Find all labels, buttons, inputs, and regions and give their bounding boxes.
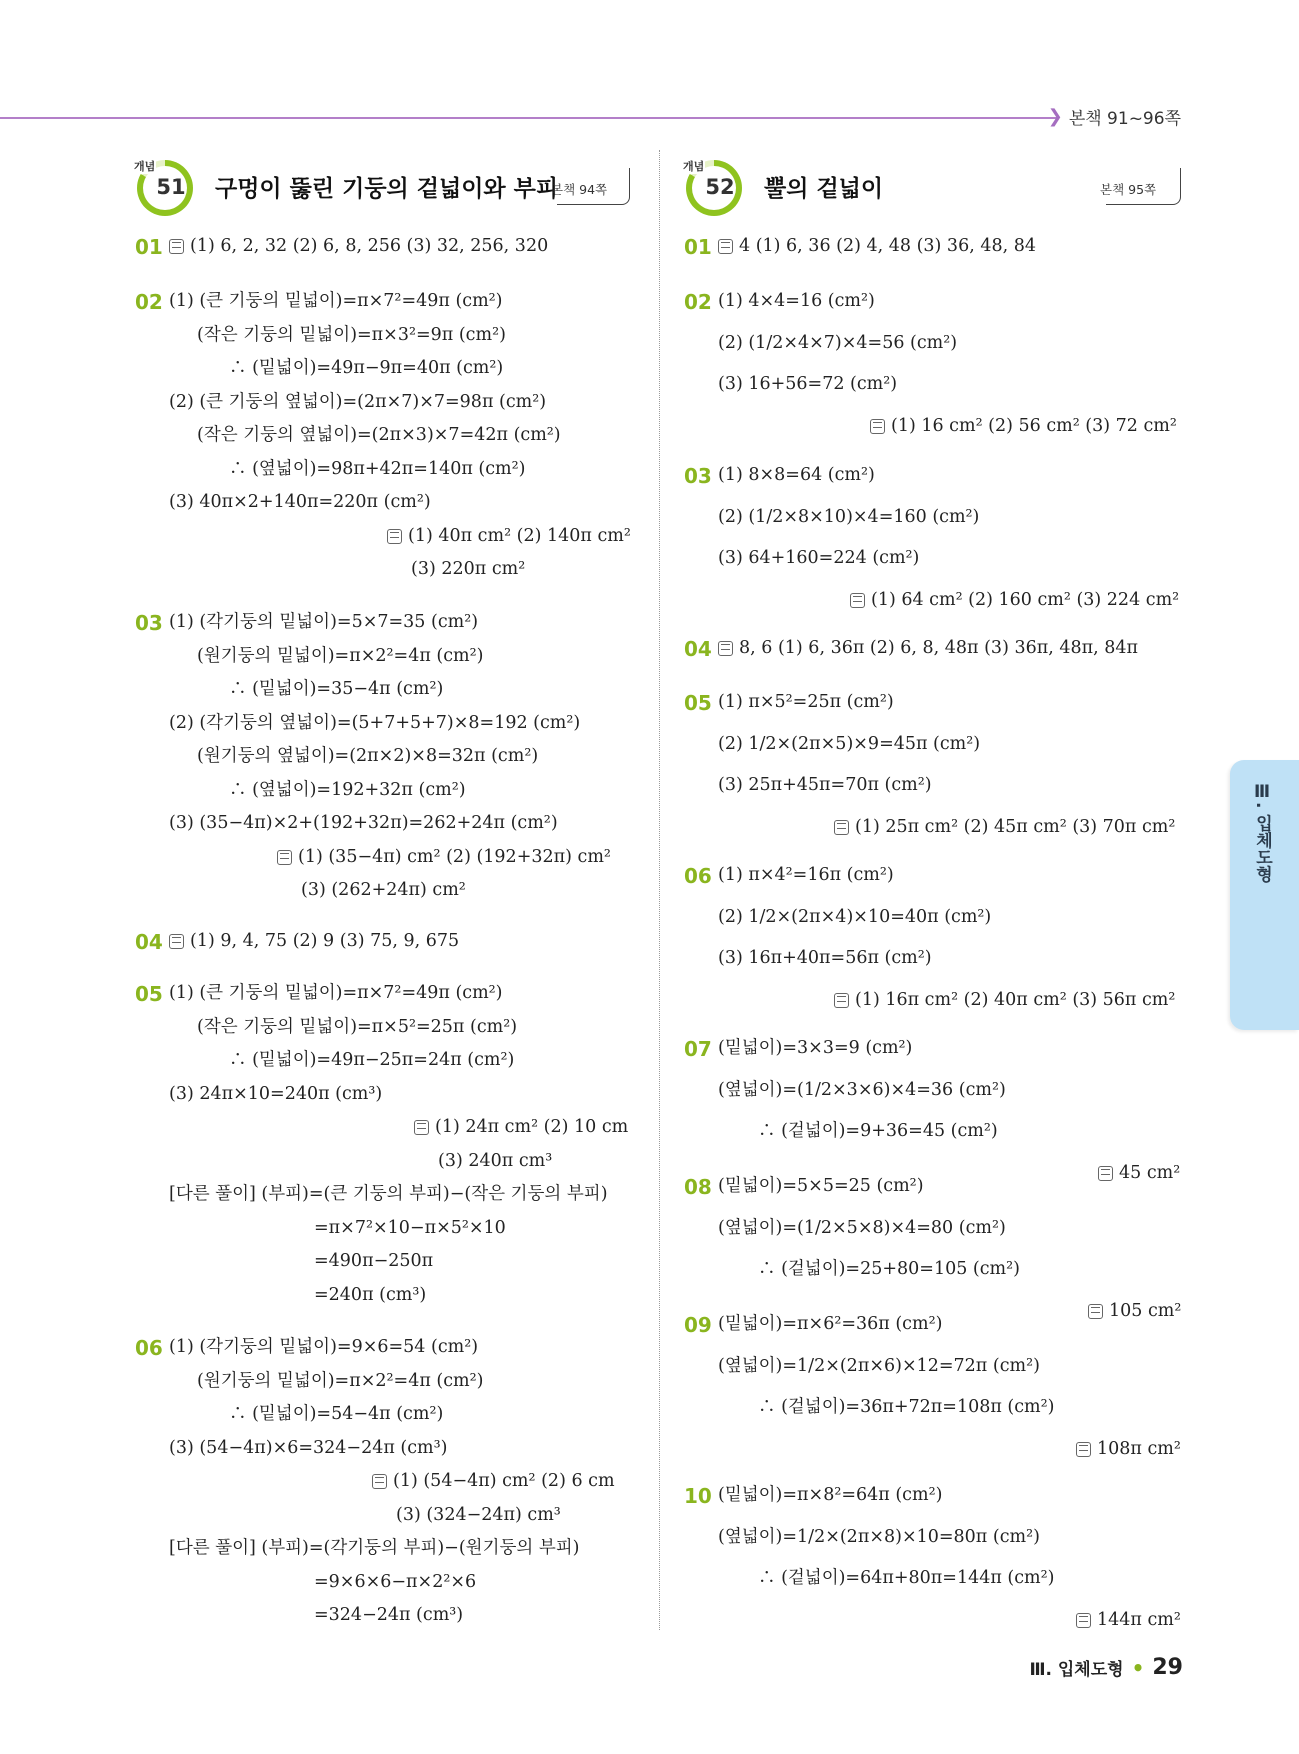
line-text: (3) 220π cm²	[411, 559, 526, 579]
solution-line	[314, 1253, 433, 1271]
line-text: (2) 1/2×(2π×4)×10=40π (cm²)	[718, 906, 992, 927]
answer-line	[718, 640, 1138, 658]
page-reference-text: 본책 91~96쪽	[1068, 109, 1181, 129]
answer-mark-icon	[372, 1474, 387, 1489]
solution-line	[758, 1399, 1055, 1417]
answer-mark-icon	[387, 529, 402, 544]
answer-mark-icon	[169, 239, 184, 254]
solution-line	[169, 293, 503, 311]
problem-number: 04	[135, 930, 163, 954]
solution-line	[758, 1570, 1055, 1588]
badge-kicker: 개념	[134, 160, 156, 173]
line-text: (3) 16+56=72 (cm²)	[718, 374, 898, 394]
solution-line	[301, 882, 466, 900]
line-text: (옆넓이)=1/2×(2π×8)×10=80π (cm²)	[718, 1526, 1040, 1547]
solution-line	[169, 494, 431, 512]
line-text: (1) (큰 기둥의 밑넓이)=π×7²=49π (cm²)	[169, 291, 503, 311]
line-text: (원기둥의 밑넓이)=π×2²=4π (cm²)	[197, 645, 484, 666]
solution-line	[229, 1052, 514, 1070]
answer-line	[850, 589, 1180, 610]
footer-section: Ⅲ. 입체도형	[1029, 1660, 1124, 1680]
line-text: (3) (262+24π) cm²	[301, 880, 466, 900]
answer-line	[870, 415, 1177, 436]
line-text: 144π cm²	[1097, 1609, 1181, 1630]
line-text: 45 cm²	[1119, 1162, 1181, 1183]
line-text: ∴ (겉넓이)=64π+80π=144π (cm²)	[758, 1568, 1055, 1588]
line-text: (원기둥의 밑넓이)=π×2²=4π (cm²)	[197, 1370, 484, 1391]
solution-line	[718, 906, 992, 927]
line-text: (3) 25π+45π=70π (cm²)	[718, 775, 932, 795]
solution-line	[718, 777, 932, 795]
line-text: ∴ (밑넓이)=54−4π (cm²)	[229, 1404, 444, 1424]
problem-number: 06	[684, 864, 712, 888]
line-text: (작은 기둥의 옆넓이)=(2π×3)×7=42π (cm²)	[197, 425, 561, 445]
line-text: (1) π×5²=25π (cm²)	[718, 692, 894, 712]
problem-number: 07	[684, 1037, 712, 1061]
line-text: (옆넓이)=(1/2×5×8)×4=80 (cm²)	[718, 1217, 1006, 1238]
problem-number: 10	[684, 1484, 712, 1508]
footer-dot: •	[1131, 1655, 1145, 1680]
answer-line	[834, 989, 1176, 1010]
solution-line	[758, 1261, 1020, 1279]
solution-line	[314, 1571, 477, 1592]
solution-line	[169, 815, 558, 833]
line-text: [다른 풀이] (부피)=(큰 기둥의 부피)−(작은 기둥의 부피)	[169, 1184, 608, 1204]
solution-line	[718, 332, 958, 353]
line-text: =π×7²×10−π×5²×10	[314, 1217, 506, 1238]
solution-line	[718, 550, 919, 568]
badge-number: 52	[705, 175, 735, 199]
solution-line	[229, 360, 503, 378]
line-text: 8, 6 (1) 6, 36π (2) 6, 8, 48π (3) 36π, 48π, 84π	[739, 638, 1139, 658]
line-text: (1) (35−4π) cm² (2) (192+32π) cm²	[298, 846, 611, 867]
answer-mark-icon	[1076, 1442, 1091, 1457]
answer-line	[1076, 1609, 1181, 1630]
line-text: [다른 풀이] (부피)=(각기둥의 부피)−(원기둥의 부피)	[169, 1538, 580, 1558]
solution-line	[229, 779, 466, 800]
line-text: =240π (cm³)	[314, 1284, 427, 1305]
line-text: (밑넓이)=5×5=25 (cm²)	[718, 1176, 924, 1196]
line-text: ∴ (겉넓이)=36π+72π=108π (cm²)	[758, 1397, 1055, 1417]
problem-number: 02	[135, 290, 163, 314]
solution-line	[718, 1355, 1040, 1376]
solution-line	[169, 1186, 608, 1204]
solution-line	[718, 1487, 942, 1505]
solution-line	[718, 867, 894, 885]
solution-line	[169, 1437, 448, 1458]
arrow-icon: ❯	[1047, 106, 1063, 127]
solution-line	[197, 645, 484, 666]
line-text: (1) 16 cm² (2) 56 cm² (3) 72 cm²	[891, 415, 1177, 436]
answer-line	[414, 1119, 628, 1137]
answer-line	[1098, 1162, 1181, 1183]
answer-mark-icon	[718, 641, 733, 656]
solution-line	[438, 1150, 553, 1171]
solution-line	[169, 985, 503, 1003]
problem-number: 02	[684, 290, 712, 314]
answer-line	[387, 525, 631, 546]
answer-mark-icon	[850, 593, 865, 608]
badge-number: 51	[156, 175, 186, 199]
line-text: ∴ (밑넓이)=49π−9π=40π (cm²)	[229, 358, 504, 378]
answer-mark-icon	[277, 850, 292, 865]
problem-number: 08	[684, 1175, 712, 1199]
line-text: =324−24π (cm³)	[314, 1605, 464, 1625]
line-text: (1) (54−4π) cm² (2) 6 cm	[393, 1471, 615, 1491]
problem-number: 09	[684, 1313, 712, 1337]
answer-line	[834, 816, 1176, 837]
line-text: (3) 40π×2+140π=220π (cm²)	[169, 492, 431, 512]
line-text: (1) 25π cm² (2) 45π cm² (3) 70π cm²	[855, 816, 1176, 837]
line-text: (1) 40π cm² (2) 140π cm²	[408, 525, 631, 546]
line-text: (1) 4×4=16 (cm²)	[718, 291, 875, 311]
line-text: (1) (각기둥의 밑넓이)=5×7=35 (cm²)	[169, 612, 479, 632]
solution-line	[229, 681, 443, 699]
line-text: (밑넓이)=π×8²=64π (cm²)	[718, 1485, 943, 1505]
line-text: (3) (35−4π)×2+(192+32π)=262+24π (cm²)	[169, 813, 558, 833]
solution-line	[718, 376, 897, 394]
answer-mark-icon	[718, 239, 733, 254]
solution-line	[758, 1123, 998, 1141]
line-text: (밑넓이)=3×3=9 (cm²)	[718, 1038, 913, 1058]
problem-number: 05	[135, 982, 163, 1006]
line-text: (1) 16π cm² (2) 40π cm² (3) 56π cm²	[855, 989, 1176, 1010]
problem-number: 05	[684, 691, 712, 715]
line-text: (작은 기둥의 밑넓이)=π×3²=9π (cm²)	[197, 324, 506, 345]
line-text: (밑넓이)=π×6²=36π (cm²)	[718, 1314, 943, 1334]
line-text: (1) 24π cm² (2) 10 cm	[435, 1117, 629, 1137]
solution-line	[718, 1526, 1040, 1547]
answer-mark-icon	[834, 820, 849, 835]
answer-mark-icon	[1076, 1613, 1091, 1628]
line-text: ∴ (밑넓이)=35−4π (cm²)	[229, 679, 444, 699]
badge-kicker: 개념	[683, 160, 705, 173]
answer-mark-icon	[1088, 1304, 1103, 1319]
problem-number: 03	[684, 464, 712, 488]
line-text: (1) 8×8=64 (cm²)	[718, 465, 875, 485]
column-divider	[659, 150, 660, 1630]
line-text: (3) 24π×10=240π (cm³)	[169, 1083, 383, 1104]
page-number: 29	[1152, 1655, 1183, 1680]
line-text: (1) (큰 기둥의 밑넓이)=π×7²=49π (cm²)	[169, 983, 503, 1003]
line-text: (2) 1/2×(2π×5)×9=45π (cm²)	[718, 733, 981, 754]
solution-line	[169, 1540, 580, 1558]
solution-line	[197, 427, 561, 445]
line-text: (1) 9, 4, 75 (2) 9 (3) 75, 9, 675	[190, 931, 460, 951]
solution-line	[396, 1504, 561, 1525]
solution-line	[718, 506, 980, 527]
line-text: 4 (1) 6, 36 (2) 4, 48 (3) 36, 48, 84	[739, 236, 1036, 256]
solution-line	[314, 1607, 463, 1625]
solution-line	[197, 748, 538, 766]
line-text: (작은 기둥의 밑넓이)=π×5²=25π (cm²)	[197, 1016, 518, 1037]
solution-line	[718, 1040, 912, 1058]
problem-number: 01	[135, 235, 163, 259]
answer-line	[1088, 1300, 1182, 1321]
solution-line	[314, 1217, 506, 1238]
answer-line	[372, 1473, 615, 1491]
section-title: 구멍이 뚫린 기둥의 겉넓이와 부피	[215, 176, 559, 202]
line-text: ∴ (옆넓이)=192+32π (cm²)	[229, 779, 466, 800]
solution-line	[197, 1370, 484, 1391]
solution-line	[718, 467, 875, 485]
line-text: (1) (각기둥의 밑넓이)=9×6=54 (cm²)	[169, 1337, 479, 1357]
line-text: (2) (큰 기둥의 옆넓이)=(2π×7)×7=98π (cm²)	[169, 391, 547, 412]
solution-line	[718, 1178, 924, 1196]
solution-line	[169, 1339, 478, 1357]
line-text: ∴ (겉넓이)=25+80=105 (cm²)	[758, 1259, 1020, 1279]
line-text: (1) 6, 2, 32 (2) 6, 8, 256 (3) 32, 256, 320	[190, 236, 549, 256]
line-text: =490π−250π	[314, 1251, 434, 1271]
line-text: =9×6×6−π×2²×6	[314, 1571, 477, 1592]
solution-line	[169, 1083, 383, 1104]
answer-line	[277, 846, 611, 867]
answer-line	[1076, 1438, 1181, 1459]
answer-mark-icon	[169, 934, 184, 949]
line-text: (1) 64 cm² (2) 160 cm² (3) 224 cm²	[871, 589, 1180, 610]
answer-line	[169, 933, 459, 951]
solution-line	[169, 712, 581, 733]
line-text: ∴ (겉넓이)=9+36=45 (cm²)	[758, 1121, 998, 1141]
line-text: (1) π×4²=16π (cm²)	[718, 865, 894, 885]
answer-line	[169, 238, 548, 256]
page-footer	[1029, 1655, 1183, 1680]
chapter-side-tab	[1230, 760, 1299, 1030]
solution-line	[411, 561, 525, 579]
top-rule	[0, 117, 1058, 119]
solution-line	[718, 1316, 942, 1334]
answer-mark-icon	[1098, 1166, 1113, 1181]
solution-line	[718, 694, 894, 712]
section-ref: 본책 95쪽	[1100, 182, 1157, 197]
section-header-52	[683, 160, 1182, 216]
problem-number: 04	[684, 637, 712, 661]
problem-number: 03	[135, 611, 163, 635]
solution-line	[718, 1079, 1006, 1100]
answer-mark-icon	[834, 993, 849, 1008]
header-bracket	[1106, 168, 1181, 205]
problem-number: 06	[135, 1336, 163, 1360]
line-text: ∴ (밑넓이)=49π−25π=24π (cm²)	[229, 1050, 515, 1070]
section-header-51	[134, 160, 633, 216]
section-title: 뿔의 겉넓이	[764, 176, 884, 202]
page-reference	[1048, 104, 1181, 129]
solution-line	[718, 950, 932, 968]
line-text: 105 cm²	[1109, 1300, 1182, 1321]
line-text: (2) (1/2×8×10)×4=160 (cm²)	[718, 506, 980, 527]
solution-line	[169, 391, 547, 412]
solution-line	[229, 1406, 443, 1424]
line-text: (2) (각기둥의 옆넓이)=(5+7+5+7)×8=192 (cm²)	[169, 712, 581, 733]
solution-line	[197, 324, 506, 345]
line-text: (옆넓이)=1/2×(2π×6)×12=72π (cm²)	[718, 1355, 1040, 1376]
line-text: (2) (1/2×4×7)×4=56 (cm²)	[718, 332, 958, 353]
solution-line	[718, 1217, 1006, 1238]
side-tab-label: Ⅲ. 입체도형	[1252, 782, 1272, 883]
solution-line	[314, 1284, 427, 1305]
line-text: ∴ (옆넓이)=98π+42π=140π (cm²)	[229, 458, 526, 479]
line-text: 108π cm²	[1097, 1438, 1181, 1459]
solution-line	[718, 733, 981, 754]
line-text: (원기둥의 옆넓이)=(2π×2)×8=32π (cm²)	[197, 746, 539, 766]
line-text: (3) 240π cm³	[438, 1150, 553, 1171]
answer-mark-icon	[870, 419, 885, 434]
answer-mark-icon	[414, 1120, 429, 1135]
line-text: (3) 64+160=224 (cm²)	[718, 548, 920, 568]
solution-line	[169, 614, 478, 632]
solution-line	[229, 458, 526, 479]
line-text: (3) (54−4π)×6=324−24π (cm³)	[169, 1437, 448, 1458]
header-bracket	[557, 168, 630, 205]
solution-line	[718, 293, 875, 311]
answer-line	[718, 238, 1036, 256]
line-text: (3) (324−24π) cm³	[396, 1504, 561, 1525]
section-ref: 본책 94쪽	[551, 182, 608, 197]
problem-number: 01	[684, 235, 712, 259]
line-text: (3) 16π+40π=56π (cm²)	[718, 948, 932, 968]
solution-line	[197, 1016, 518, 1037]
line-text: (옆넓이)=(1/2×3×6)×4=36 (cm²)	[718, 1079, 1006, 1100]
